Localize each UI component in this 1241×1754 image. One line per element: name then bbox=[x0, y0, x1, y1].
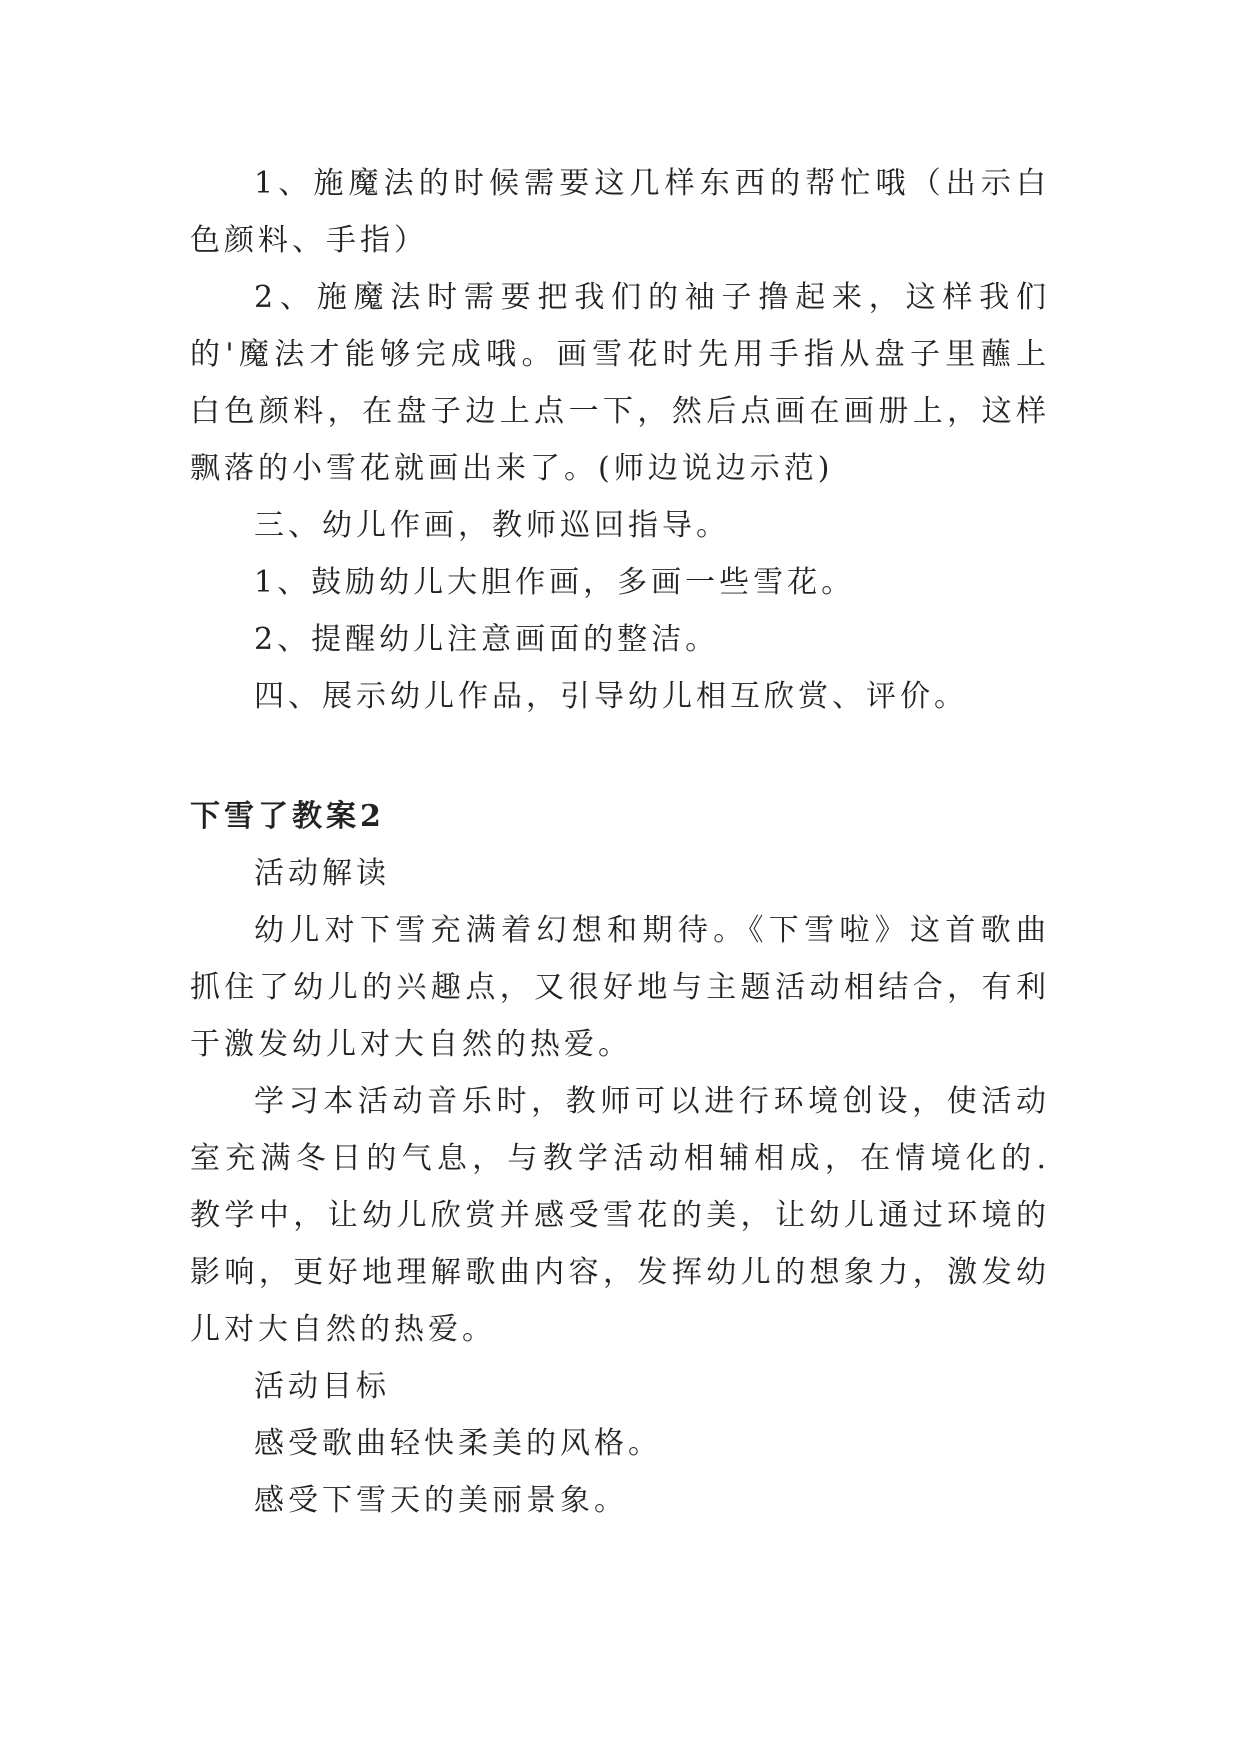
paragraph: 四、展示幼儿作品，引导幼儿相互欣赏、评价。 bbox=[254, 679, 968, 714]
paragraph: 幼儿对下雪充满着幻想和期待。《下雪啦》这首歌曲抓住了幼儿的兴趣点，又很好地与主题活动相结合，有利于激发幼儿对大自然的热爱。 bbox=[190, 913, 1050, 1062]
section-title: 下雪了教案2 bbox=[190, 799, 385, 834]
paragraph: 1、施魔法的时候需要这几样东西的帮忙哦（出示白色颜料、手指） bbox=[190, 166, 1050, 258]
section-one bbox=[190, 155, 1050, 725]
section-two bbox=[190, 788, 1050, 1529]
paragraph: 感受歌曲轻快柔美的风格。 bbox=[254, 1426, 662, 1461]
paragraph: 2、提醒幼儿注意画面的整洁。 bbox=[254, 622, 720, 657]
document-page bbox=[190, 155, 1050, 1529]
paragraph: 活动解读 bbox=[254, 856, 390, 891]
paragraph: 学习本活动音乐时，教师可以进行环境创设，使活动室充满冬日的气息，与教学活动相辅相成，在情境化的.教学中，让幼儿欣赏并感受雪花的美，让幼儿通过环境的影响，更好地理解歌曲内容，发挥幼儿的想象力，激发幼儿对大自然的热爱。 bbox=[190, 1084, 1050, 1347]
paragraph: 1、鼓励幼儿大胆作画，多画一些雪花。 bbox=[254, 565, 856, 600]
paragraph: 2、施魔法时需要把我们的袖子撸起来，这样我们的'魔法才能够完成哦。画雪花时先用手指从盘子里蘸上白色颜料，在盘子边上点一下，然后点画在画册上，这样飘落的小雪花就画出来了。(师边说边示范) bbox=[190, 280, 1050, 486]
paragraph: 三、幼儿作画，教师巡回指导。 bbox=[254, 508, 730, 543]
section-gap bbox=[190, 725, 1050, 788]
paragraph: 感受下雪天的美丽景象。 bbox=[254, 1483, 628, 1518]
paragraph: 活动目标 bbox=[254, 1369, 390, 1404]
